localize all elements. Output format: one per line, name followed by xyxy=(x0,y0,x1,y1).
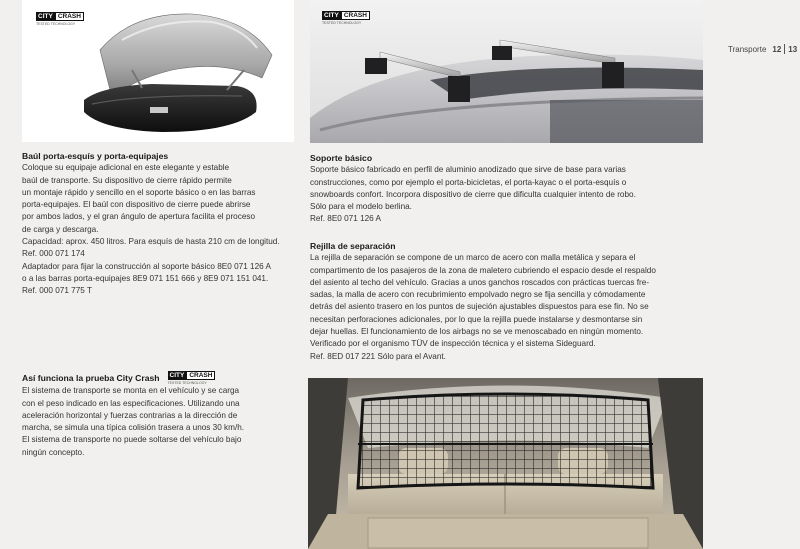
body-line: ningún concepto. xyxy=(22,447,85,457)
separation-grille-section xyxy=(310,240,710,363)
roof-box-photo xyxy=(22,0,294,142)
city-crash-badge xyxy=(322,4,370,24)
roof-bars-title: Soporte básico xyxy=(310,153,373,163)
body-line: compartimento de los pasajeros de la zona de maletero cubriendo el espacio desde el respaldo xyxy=(310,265,656,275)
city-crash-heading-row xyxy=(22,372,302,384)
body-line: un montaje rápido y sencillo en el soporte básico o en las barras xyxy=(22,187,256,197)
roof-bars-section xyxy=(310,152,710,226)
badge-city-text: CITY xyxy=(324,12,339,19)
body-line: Ref. 000 071 775 T xyxy=(22,286,92,296)
body-line: sadas, la malla de acero con recubrimiento empolvado negro se fija sencilla y cómodamente xyxy=(310,290,646,300)
badge-sub-text: TESTED TECHNOLOGY xyxy=(36,22,76,26)
page-divider xyxy=(784,44,785,54)
roof-box-section xyxy=(22,150,302,298)
body-line: marcha, se simula una típica colisión trasera a unos 30 km/h. xyxy=(22,423,245,433)
body-line: El sistema de transporte no puede soltarse del vehículo bajo xyxy=(22,435,242,445)
body-line: aceleración horizontal y fuerzas contrarias a la dirección de xyxy=(22,410,238,420)
body-line: Ref. 8E0 071 126 A xyxy=(310,214,382,224)
badge-crash-text: CRASH xyxy=(55,12,84,21)
body-line: con el peso indicado en las especificaciones. Utilizando una xyxy=(22,398,240,408)
section-label: Transporte xyxy=(728,44,767,54)
body-line: Adaptador para fijar la construcción al soporte básico 8E0 071 126 A xyxy=(22,261,271,271)
badge-sub-text: TESTED TECHNOLOGY xyxy=(167,381,207,386)
body-line: baúl de transporte. Su dispositivo de cierre rápido permite xyxy=(22,175,232,185)
body-line: La rejilla de separación se compone de un marco de acero con malla metálica y separa el xyxy=(310,253,636,263)
separation-grille-title: Rejilla de separación xyxy=(310,241,396,251)
badge-crash-text: CRASH xyxy=(341,11,370,20)
body-line: por ambos lados, y el gran ángulo de apertura facilita el proceso xyxy=(22,212,256,222)
body-line: Sólo para el modelo berlina. xyxy=(310,202,412,212)
badge-city-text: CITY xyxy=(169,372,185,380)
body-line: Ref. 000 071 174 xyxy=(22,249,85,259)
city-crash-section xyxy=(22,372,302,459)
roof-bars-photo xyxy=(310,0,703,143)
page-number-left: 12 xyxy=(772,44,782,54)
body-line: de carga y descarga. xyxy=(22,224,99,234)
badge-crash-text: CRASH xyxy=(186,371,215,380)
city-crash-title: Así funciona la prueba City Crash xyxy=(22,373,160,383)
body-line: El sistema de transporte se monta en el vehículo y se carga xyxy=(22,386,240,396)
body-line: porta-equipajes. El baúl con dispositivo de cierre puede abrirse xyxy=(22,200,251,210)
body-line: Ref. 8ED 017 221 Sólo para el Avant. xyxy=(310,351,446,361)
city-crash-badge xyxy=(168,372,216,384)
body-line: o a las barras porta-equipajes 8E9 071 151 666 y 8E9 071 151 041. xyxy=(22,273,269,283)
body-line: Capacidad: aprox. 450 litros. Para esquís de hasta 210 cm de longitud. xyxy=(22,237,280,247)
separation-grille-photo xyxy=(308,378,703,549)
body-line: Verificado por el organismo TÜV de inspección técnica y el sistema Sideguard. xyxy=(310,339,596,349)
roof-box-title: Baúl porta-esquís y porta-equipajes xyxy=(22,151,169,161)
badge-sub-text: TESTED TECHNOLOGY xyxy=(322,21,362,25)
page-number-right: 13 xyxy=(788,44,798,54)
body-line: detrás del asiento trasero en los puntos de sujeción ajustables dispuestos para ese fin. No se xyxy=(310,302,649,312)
body-line: dejar huellas. El funcionamiento de los airbags no se ve menoscabado en ningún momento. xyxy=(310,327,644,337)
page-header xyxy=(728,44,797,54)
body-line: Coloque su equipaje adicional en este elegante y estable xyxy=(22,163,230,173)
body-line: snowboards confort. Incorpora dispositivo de cierre que dificulta cualquier intento de robo. xyxy=(310,189,636,199)
badge-city-text: CITY xyxy=(38,13,53,20)
body-line: construcciones, como por ejemplo el porta-bicicletas, el porta-kayac o el porta-esquís o xyxy=(310,177,627,187)
body-line: del asiento al techo del vehículo. Gracias a unos ganchos roscados con prácticas tuercas fre- xyxy=(310,277,650,287)
city-crash-badge xyxy=(36,5,84,25)
body-line: Soporte básico fabricado en perfil de aluminio anodizado que sirve de base para varias xyxy=(310,165,626,175)
body-line: necesitan perforaciones adicionales, por lo que la rejilla puede instalarse y desmontarse sin xyxy=(310,314,643,324)
